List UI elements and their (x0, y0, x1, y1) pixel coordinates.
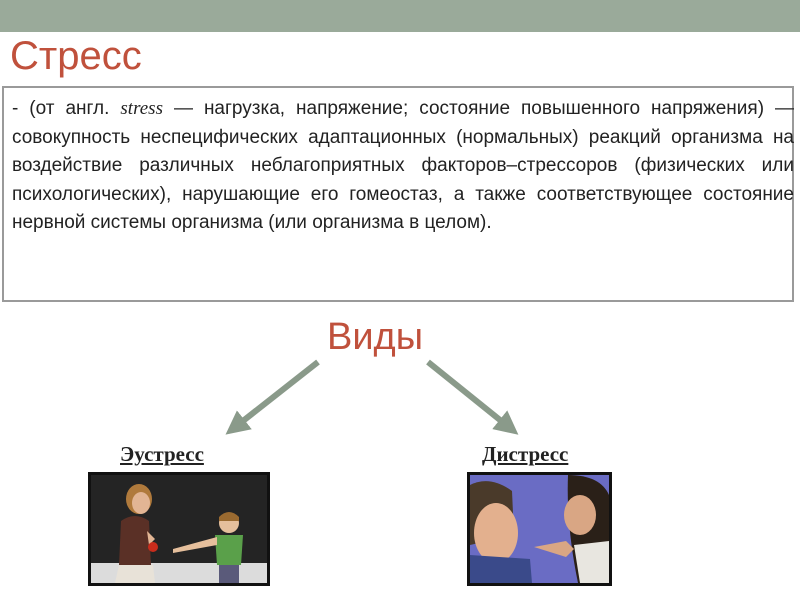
types-heading: Виды (326, 316, 424, 358)
eustress-photo (88, 472, 270, 586)
type-label-eustress: Эустресс (120, 442, 204, 466)
distress-photo (467, 472, 612, 586)
definition-prefix: - (от англ. (12, 98, 121, 119)
type-label-distress: Дистресс (482, 442, 569, 466)
arrow-right (428, 362, 510, 428)
definition-term: stress (120, 98, 163, 119)
definition-body: — нагрузка, напряжение; состояние повышенного напряжения) — совокупность неспецифических адаптационных (нормальных) реакций организма на воздействие различных неблагоприятных факторов–стрессоров (физических или психологических), нарушающие его гомеостаз, а также соответствующее состояние нервной системы организма (или организма в целом). (12, 98, 795, 234)
arrow-left (234, 362, 318, 428)
slide-title: Стресс (10, 34, 142, 78)
